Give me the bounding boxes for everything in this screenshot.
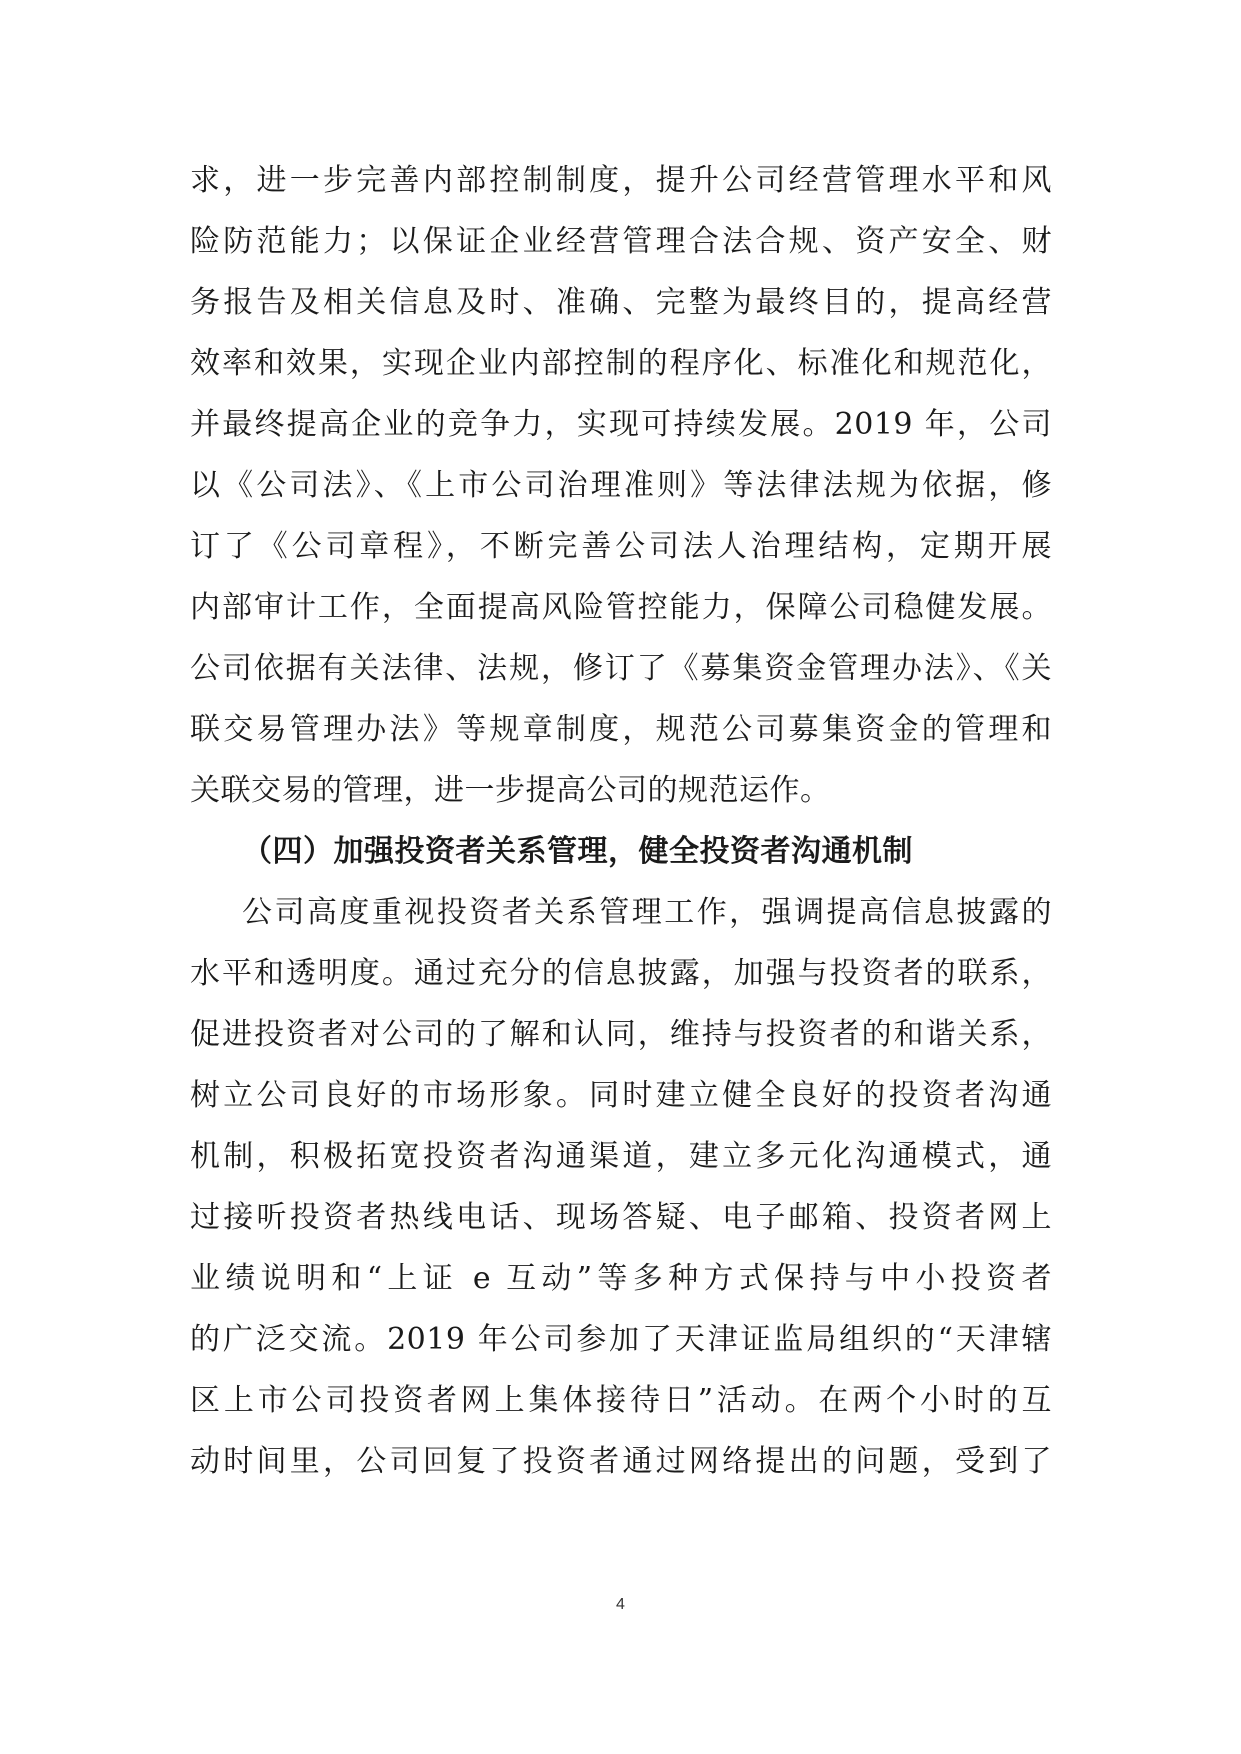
paragraph-line: 公司高度重视投资者关系管理工作，强调提高信息披露的 [242,895,1052,930]
paragraph-line: 的广泛交流。2019 年公司参加了天津证监局组织的“天津辖 [190,1322,1052,1357]
paragraph-line: 求，进一步完善内部控制制度，提升公司经营管理水平和风 [190,163,1052,198]
paragraph-line: 联交易管理办法》等规章制度，规范公司募集资金的管理和 [190,712,1052,747]
page-number: 4 [616,1596,625,1613]
paragraph-line: 动时间里，公司回复了投资者通过网络提出的问题，受到了 [190,1444,1052,1479]
paragraph-line: 树立公司良好的市场形象。同时建立健全良好的投资者沟通 [190,1078,1052,1113]
paragraph-line: 内部审计工作，全面提高风险管控能力，保障公司稳健发展。 [190,590,1052,625]
paragraph-line: 订了《公司章程》，不断完善公司法人治理结构，定期开展 [190,529,1052,564]
paragraph-line: 促进投资者对公司的了解和认同，维持与投资者的和谐关系， [190,1017,1052,1052]
paragraph-line: 区上市公司投资者网上集体接待日”活动。在两个小时的互 [190,1383,1052,1418]
paragraph-line: 过接听投资者热线电话、现场答疑、电子邮箱、投资者网上 [190,1200,1052,1235]
paragraph-line: 以《公司法》、《上市公司治理准则》等法律法规为依据，修 [190,468,1052,503]
paragraph-line: 务报告及相关信息及时、准确、完整为最终目的，提高经营 [190,285,1052,320]
paragraph-line: 险防范能力；以保证企业经营管理合法合规、资产安全、财 [190,224,1052,259]
paragraph-line: 机制，积极拓宽投资者沟通渠道，建立多元化沟通模式，通 [190,1139,1052,1174]
paragraph-line: 业绩说明和“上证 e 互动”等多种方式保持与中小投资者 [190,1261,1052,1296]
paragraph-line: 效率和效果，实现企业内部控制的程序化、标准化和规范化， [190,346,1052,381]
paragraph-line: 水平和透明度。通过充分的信息披露，加强与投资者的联系， [190,956,1052,991]
section-heading: （四）加强投资者关系管理，健全投资者沟通机制 [242,834,913,869]
paragraph-line: 公司依据有关法律、法规，修订了《募集资金管理办法》、《关 [190,651,1052,686]
document-body [190,150,1052,1492]
paragraph-line: 并最终提高企业的竞争力，实现可持续发展。2019 年，公司 [190,407,1052,442]
paragraph-line: 关联交易的管理，进一步提高公司的规范运作。 [190,773,831,808]
